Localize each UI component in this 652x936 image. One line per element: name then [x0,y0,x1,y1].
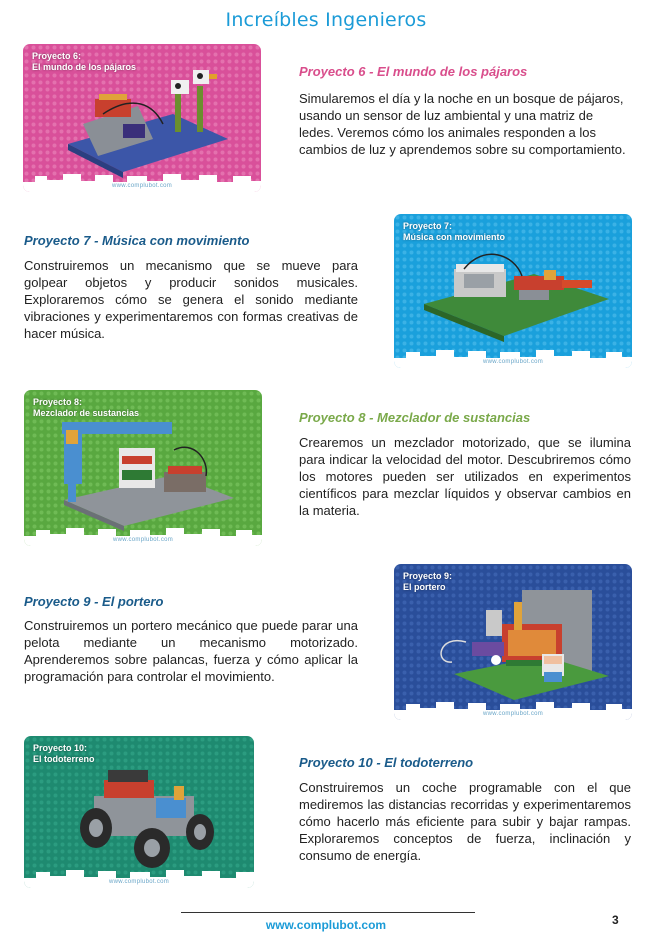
project-7-image-url: www.complubot.com [482,359,544,365]
project-10-image-url: www.complubot.com [108,879,170,885]
project-6-title: Proyecto 6 - El mundo de los pájaros [299,64,528,79]
project-7-image [394,214,632,368]
page-title: Increíbles Ingenieros [225,9,427,31]
project-6-description: Simularemos el día y la noche en un bosque de pájaros, usando un sensor de luz ambiental y una matriz de ledes. Veremos cómo los animales responden a los cambios de luz y aprendemos sobre su comportamiento. [299,91,626,157]
project-8-title: Proyecto 8 - Mezclador de sustancias [299,410,531,425]
footer-url[interactable]: www.complubot.com [265,918,387,932]
project-9-image [394,564,632,720]
project-7-description: Construiremos un mecanismo que se mueve para golpear objetos y producir sonidos musicales. Exploraremos cómo se genera el sonido mediante vibraciones y experimentaremos con formas creativas de hacer música. [24,258,358,341]
project-8-image-url: www.complubot.com [112,537,174,543]
footer-divider [181,912,475,913]
project-10-image [24,736,254,888]
project-8-image [24,390,262,546]
project-9-title: Proyecto 9 - El portero [24,594,164,609]
project-10-title: Proyecto 10 - El todoterreno [299,755,474,770]
project-10-description: Construiremos un coche programable con el que mediremos las distancias recorridas y experimentaremos cómo hacerlo más eficiente para subir y bajar rampas. Exploraremos conceptos de fuerza, inclinación y consumo de energía. [299,780,631,863]
project-6-image-label: Proyecto 6: El mundo de los pájaros [32,51,137,72]
project-10-image-label: Proyecto 10: El todoterreno [33,743,95,764]
page-number: 3 [612,913,619,927]
project-9-image-label: Proyecto 9: El portero [403,571,453,592]
project-9-description: Construiremos un portero mecánico que puede parar una pelota mediante un mecanismo motorizado. Aprenderemos sobre palancas, fuerza y cómo aplicar la programación para controlar el movimiento. [24,618,358,684]
project-6-image [23,44,261,192]
project-8-description: Crearemos un mezclador motorizado, que se ilumina para indicar la velocidad del motor. Descubriremos cómo los motores pueden ser utilizados en experimentos científicos para mezclar líquidos y observar cambios en la materia. [299,435,631,518]
project-6-image-url: www.complubot.com [111,183,173,189]
project-7-image-label: Proyecto 7: Música con movimiento [403,221,506,242]
project-7-title: Proyecto 7 - Música con movimiento [24,233,250,248]
project-8-image-label: Proyecto 8: Mezclador de sustancias [33,397,140,418]
project-9-image-url: www.complubot.com [482,711,544,717]
